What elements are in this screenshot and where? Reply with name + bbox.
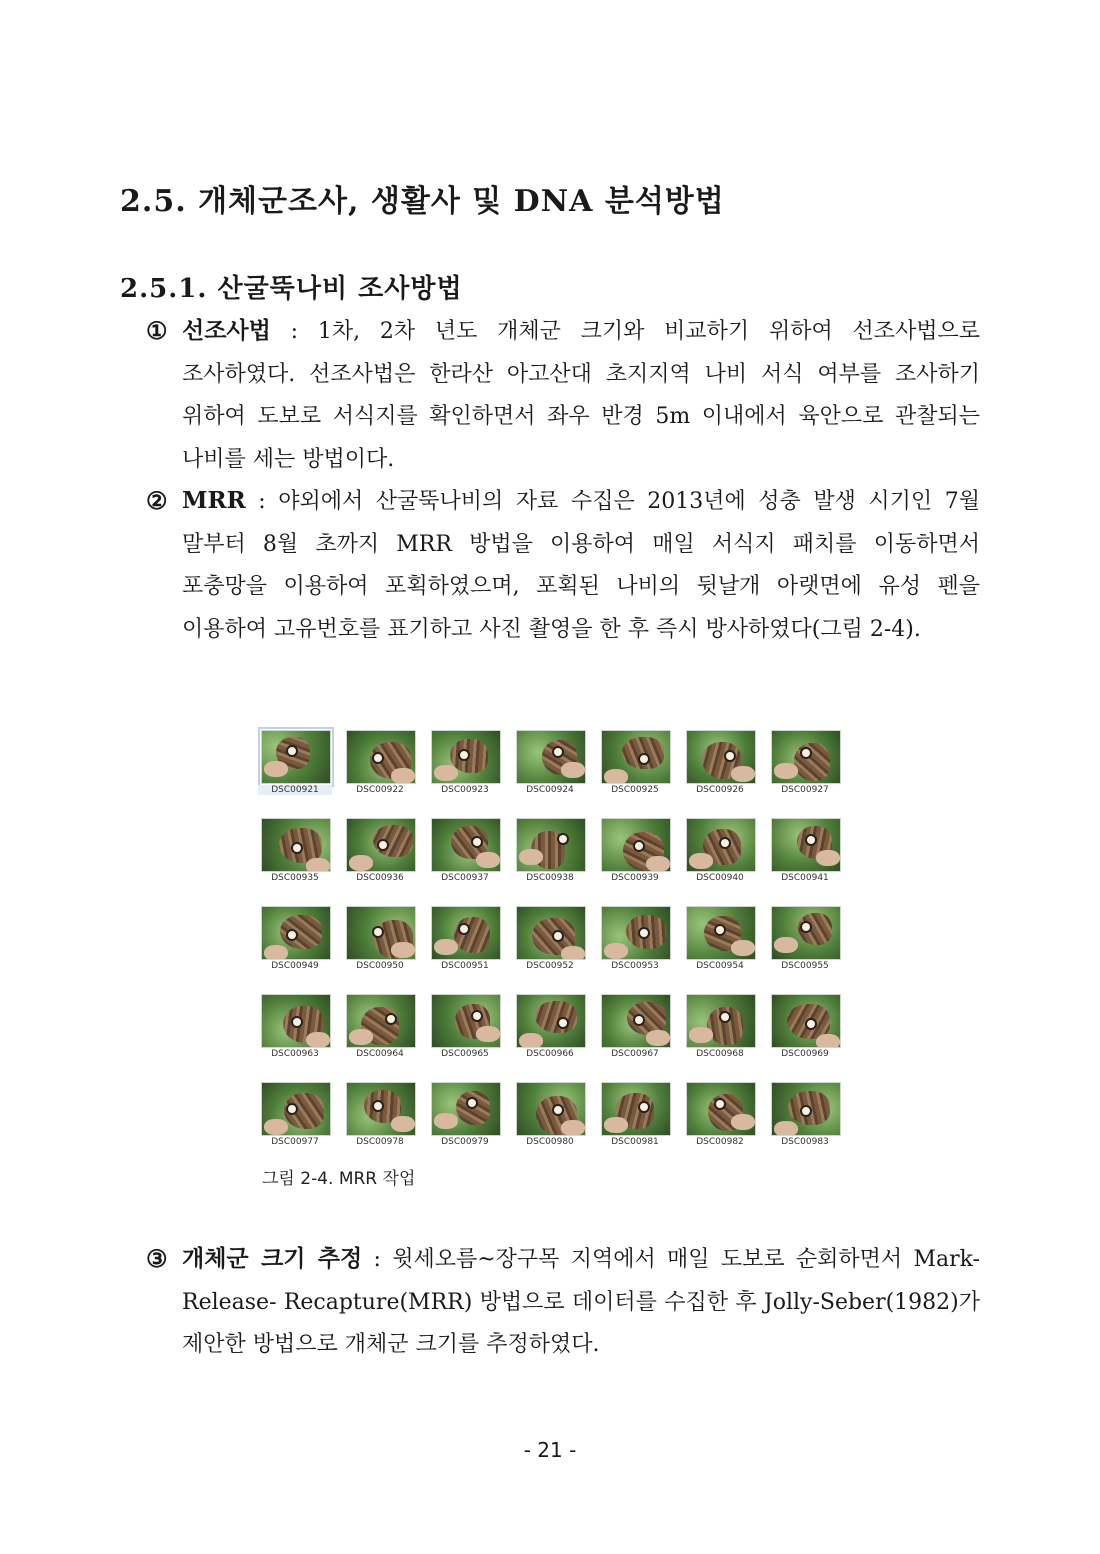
butterfly-photo-image — [601, 906, 671, 960]
butterfly-photo-image — [516, 1082, 586, 1136]
photo-filename: DSC00951 — [441, 961, 489, 971]
photo-filename: DSC00978 — [356, 1137, 404, 1147]
butterfly-photo-image — [346, 994, 416, 1048]
photo-filename: DSC00954 — [696, 961, 744, 971]
photo-filename: DSC00924 — [526, 785, 574, 795]
photo-thumbnail[interactable] — [683, 1080, 763, 1168]
photo-thumbnail[interactable] — [258, 1080, 338, 1168]
list-item-line-survey — [146, 310, 980, 481]
item-sep: : — [362, 1247, 393, 1272]
photo-filename: DSC00922 — [356, 785, 404, 795]
item-lead: 선조사법 — [182, 317, 271, 344]
photo-filename: DSC00977 — [271, 1137, 319, 1147]
photo-filename: DSC00982 — [696, 1137, 744, 1147]
butterfly-photo-image — [771, 730, 841, 784]
photo-thumbnail[interactable] — [428, 1080, 508, 1168]
item-text: 야외에서 산굴뚝나비의 자료 수집은 2013년에 성충 발생 시기인 7월 말부터 8월 초까지 MRR 방법을 이용하여 매일 서식지 패치를 이동하면서 포충망을 이용하여 포획하였으며, 포획된 나비의 뒷날개 아랫면에 유성 펜을 이용하여 고유번호를 표기하고 사진 촬영을 한 후 즉시 방사하였다(그림 2-4). — [182, 489, 980, 642]
butterfly-photo-image — [601, 994, 671, 1048]
photo-filename: DSC00936 — [356, 873, 404, 883]
item-body — [182, 310, 980, 481]
photo-filename: DSC00963 — [271, 1049, 319, 1059]
photo-filename: DSC00969 — [781, 1049, 829, 1059]
photo-thumbnail[interactable] — [258, 992, 338, 1080]
item-body — [182, 1238, 980, 1367]
photo-thumbnail[interactable] — [768, 728, 848, 816]
item-sep: : — [245, 489, 279, 514]
photo-thumbnail[interactable] — [258, 904, 338, 992]
butterfly-photo-image — [516, 994, 586, 1048]
subsection-title: 2.5.1. 산굴뚝나비 조사방법 — [120, 274, 463, 304]
butterfly-photo-image — [431, 1082, 501, 1136]
photo-thumbnail[interactable] — [598, 904, 678, 992]
photo-thumbnail[interactable] — [343, 992, 423, 1080]
photo-thumbnail[interactable] — [598, 992, 678, 1080]
page-number: - 21 - — [523, 1438, 577, 1462]
photo-filename: DSC00980 — [526, 1137, 574, 1147]
photo-thumbnail[interactable] — [598, 728, 678, 816]
butterfly-photo-image — [261, 994, 331, 1048]
butterfly-photo-image — [771, 818, 841, 872]
photo-thumbnail[interactable] — [428, 816, 508, 904]
figure-mrr-photos — [258, 728, 842, 1168]
photo-thumbnail[interactable] — [768, 816, 848, 904]
photo-filename: DSC00953 — [611, 961, 659, 971]
photo-filename: DSC00935 — [271, 873, 319, 883]
butterfly-photo-image — [261, 1082, 331, 1136]
butterfly-photo-image — [431, 906, 501, 960]
photo-filename: DSC00981 — [611, 1137, 659, 1147]
photo-filename: DSC00966 — [526, 1049, 574, 1059]
photo-filename: DSC00950 — [356, 961, 404, 971]
item-marker: ① — [146, 316, 168, 345]
item-text: 윗세오름~장구목 지역에서 매일 도보로 순회하면서 Mark-Release- Recapture(MRR) 방법으로 데이터를 수집한 후 Jolly-Seber(1982)가 제안한 방법으로 개체군 크기를 추정하였다. — [182, 1247, 980, 1357]
butterfly-photo-image — [771, 1082, 841, 1136]
photo-filename: DSC00937 — [441, 873, 489, 883]
butterfly-photo-image — [261, 906, 331, 960]
photo-thumbnail[interactable] — [428, 904, 508, 992]
thumbnail-grid — [258, 728, 842, 1168]
butterfly-photo-image — [686, 818, 756, 872]
photo-thumbnail[interactable] — [683, 992, 763, 1080]
item-sep: : — [270, 319, 318, 344]
photo-filename: DSC00965 — [441, 1049, 489, 1059]
photo-filename: DSC00921 — [258, 785, 332, 795]
photo-thumbnail[interactable] — [768, 992, 848, 1080]
photo-filename: DSC00926 — [696, 785, 744, 795]
butterfly-photo-image — [686, 906, 756, 960]
butterfly-photo-image — [686, 1082, 756, 1136]
photo-filename: DSC00952 — [526, 961, 574, 971]
photo-thumbnail[interactable] — [343, 816, 423, 904]
photo-thumbnail[interactable] — [343, 904, 423, 992]
item-lead: 개체군 크기 추정 — [182, 1245, 363, 1272]
list-item-mrr — [146, 480, 980, 651]
figure-caption: 그림 2-4. MRR 작업 — [262, 1169, 416, 1189]
butterfly-photo-image — [346, 730, 416, 784]
photo-thumbnail[interactable] — [258, 816, 338, 904]
list-item-population-estimate — [146, 1238, 980, 1367]
butterfly-photo-image — [346, 818, 416, 872]
photo-thumbnail[interactable] — [513, 1080, 593, 1168]
section-title: 2.5. 개체군조사, 생활사 및 DNA 분석방법 — [120, 184, 725, 219]
butterfly-photo-image — [431, 818, 501, 872]
butterfly-photo-image — [431, 994, 501, 1048]
photo-thumbnail[interactable] — [598, 1080, 678, 1168]
photo-filename: DSC00927 — [781, 785, 829, 795]
butterfly-photo-image — [261, 730, 331, 784]
photo-thumbnail[interactable] — [598, 816, 678, 904]
item-text: 1차, 2차 년도 개체군 크기와 비교하기 위하여 선조사법으로 조사하였다. 선조사법은 한라산 아고산대 초지지역 나비 서식 여부를 조사하기 위하여 도보로 서식지를 확인하면서 좌우 반경 5m 이내에서 육안으로 관찰되는 나비를 세는 방법이다. — [182, 319, 980, 472]
butterfly-photo-image — [346, 1082, 416, 1136]
photo-filename: DSC00940 — [696, 873, 744, 883]
item-body — [182, 480, 980, 651]
photo-thumbnail[interactable] — [343, 1080, 423, 1168]
photo-filename: DSC00938 — [526, 873, 574, 883]
photo-thumbnail[interactable] — [683, 816, 763, 904]
photo-thumbnail[interactable] — [428, 992, 508, 1080]
photo-thumbnail[interactable] — [683, 904, 763, 992]
photo-filename: DSC00949 — [271, 961, 319, 971]
photo-filename: DSC00923 — [441, 785, 489, 795]
photo-thumbnail[interactable] — [683, 728, 763, 816]
item-lead: MRR — [182, 487, 246, 514]
photo-thumbnail[interactable] — [343, 728, 423, 816]
photo-thumbnail[interactable] — [258, 728, 338, 816]
photo-filename: DSC00979 — [441, 1137, 489, 1147]
butterfly-photo-image — [601, 818, 671, 872]
photo-filename: DSC00955 — [781, 961, 829, 971]
photo-thumbnail[interactable] — [513, 904, 593, 992]
butterfly-photo-image — [686, 994, 756, 1048]
photo-thumbnail[interactable] — [768, 1080, 848, 1168]
photo-thumbnail[interactable] — [513, 816, 593, 904]
photo-filename: DSC00941 — [781, 873, 829, 883]
butterfly-photo-image — [516, 818, 586, 872]
butterfly-photo-image — [431, 730, 501, 784]
butterfly-photo-image — [601, 1082, 671, 1136]
butterfly-photo-image — [261, 818, 331, 872]
photo-thumbnail[interactable] — [428, 728, 508, 816]
butterfly-photo-image — [346, 906, 416, 960]
butterfly-photo-image — [771, 994, 841, 1048]
item-marker: ② — [146, 486, 168, 515]
photo-thumbnail[interactable] — [513, 728, 593, 816]
photo-filename: DSC00964 — [356, 1049, 404, 1059]
butterfly-photo-image — [516, 906, 586, 960]
photo-filename: DSC00983 — [781, 1137, 829, 1147]
butterfly-photo-image — [686, 730, 756, 784]
photo-filename: DSC00967 — [611, 1049, 659, 1059]
photo-thumbnail[interactable] — [768, 904, 848, 992]
item-marker: ③ — [146, 1244, 168, 1273]
photo-filename: DSC00939 — [611, 873, 659, 883]
photo-thumbnail[interactable] — [513, 992, 593, 1080]
butterfly-photo-image — [601, 730, 671, 784]
photo-filename: DSC00968 — [696, 1049, 744, 1059]
butterfly-photo-image — [771, 906, 841, 960]
photo-filename: DSC00925 — [611, 785, 659, 795]
butterfly-photo-image — [516, 730, 586, 784]
